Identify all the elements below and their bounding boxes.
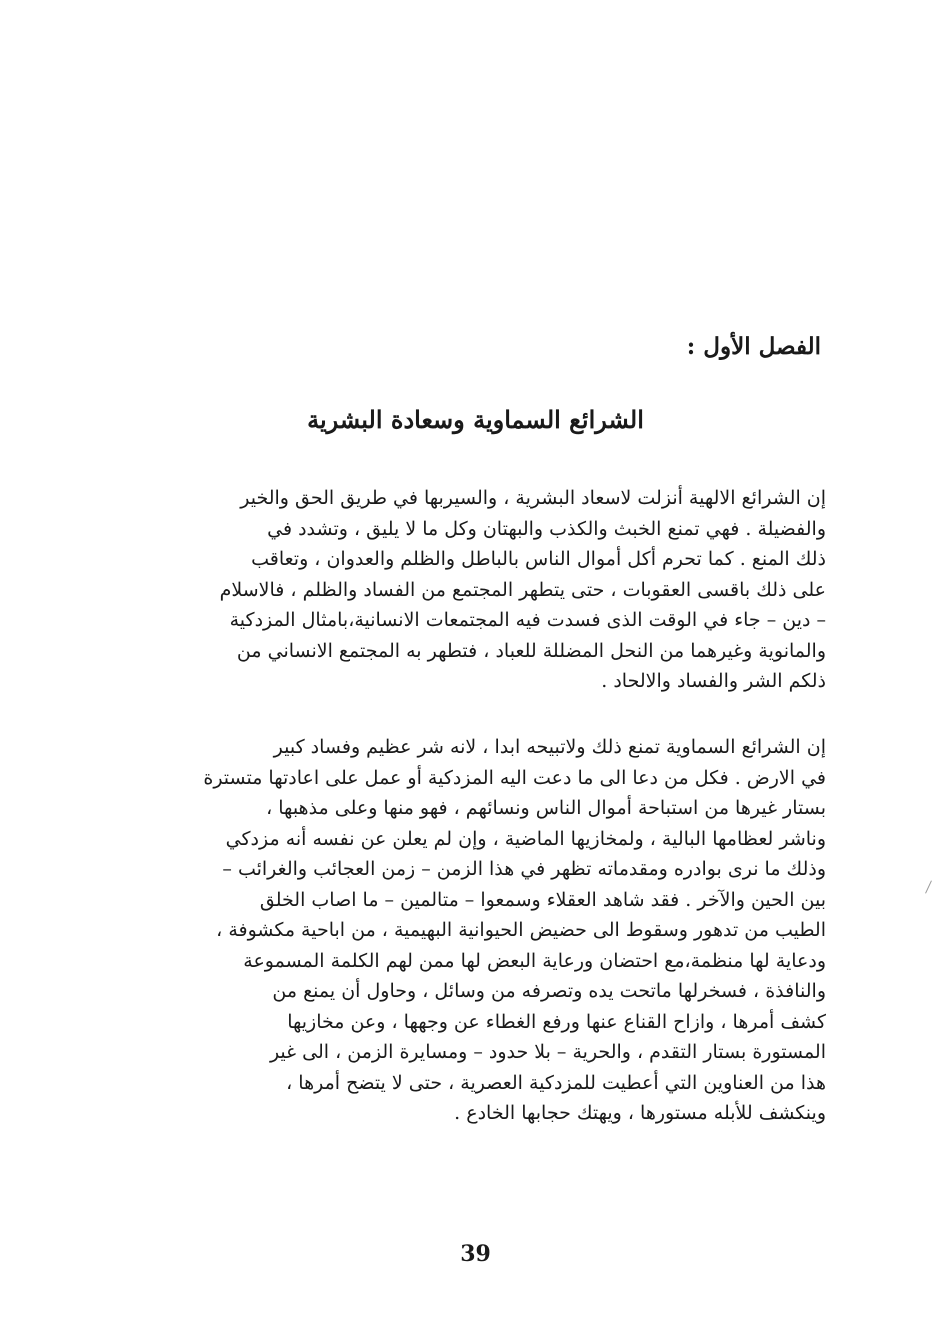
text-line: ذلك المنع . كما تحرم أكل أموال الناس بالباطل والظلم والعدوان ، وتعاقب	[251, 548, 826, 570]
text-line: المستورة بستار التقدم ، والحرية – بلا حدود – ومسايرة الزمن ، الى غير	[269, 1041, 826, 1063]
text-line: ودعاية لها منظمة،مع احتضان ورعاية البعض لها ممن لهم الكلمة المسموعة	[243, 949, 826, 972]
text-line: بين الحين والآخر . فقد شاهد العقلاء وسمعوا – متالمين – ما اصاب الخلق	[259, 888, 826, 911]
section-title: الشرائع السماوية وسعادة البشرية	[307, 405, 644, 434]
margin-pencil-mark	[925, 880, 932, 893]
text-line: وينكشف للأبله مستورها ، ويهتك حجابها الخادع .	[454, 1102, 826, 1124]
text-line: كشف أمرها ، وازاح القناع عنها ورفع الغطاء عن وجهها ، وعن مخازيها	[287, 1010, 826, 1033]
text-line: الطيب من تدهور وسقوط الى حضيض الحيوانية البهيمية ، من اباحية مكشوفة ،	[216, 919, 826, 941]
text-line: – دين – جاء في الوقت الذى فسدت فيه المجتمعات الانسانية،بامثال المزدكية	[229, 609, 826, 631]
text-line: وناشر لعظامها البالية ، ولمخازيها الماضية ، وإن لم يعلن عن نفسه أنه مزدكي	[225, 827, 826, 850]
text-line: في الارض . فكل من دعا الى ما دعت اليه المزدكية أو عمل على اعادتها متسترة	[203, 766, 826, 789]
text-line: بستار غيرها من استباحة أموال الناس ونسائهم ، فهو منها وعلى مذهبها ،	[266, 797, 826, 819]
text-line: على ذلك باقسى العقوبات ، حتى يتطهر المجتمع من الفساد والظلم ، فالاسلام	[219, 578, 826, 601]
text-line: والفضيلة . فهي تمنع الخبث والكذب والبهتان وكل ما لا يليق ، وتشدد في	[267, 517, 826, 540]
text-line: والمانوية وغيرهما من النحل المضللة للعباد ، فتطهر به المجتمع الانساني من	[236, 639, 826, 662]
text-line: هذا من العناوين التي أعطيت للمزدكية العصرية ، حتى لا يتضح أمرها ،	[286, 1071, 826, 1094]
chapter-label: الفصل الأول :	[686, 333, 821, 360]
paragraph-2	[126, 732, 826, 1129]
paragraph-1	[126, 483, 826, 697]
text-line: إن الشرائع الالهية أنزلت لاسعاد البشرية ، والسيربها في طريق الحق والخير	[240, 487, 826, 509]
page-number: 39	[460, 1241, 491, 1267]
text-line: إن الشرائع السماوية تمنع ذلك ولاتبيحه ابدا ، لانه شر عظيم وفساد كبير	[273, 736, 826, 758]
text-line: ذلكم الشر والفساد والالحاد .	[601, 670, 826, 692]
text-line: وذلك ما نرى بوادره ومقدماته تظهر في هذا الزمن – زمن العجائب والغرائب –	[222, 858, 826, 880]
text-line: والنافذة ، فسخرلها ماتحت يده وتصرفه من وسائل ، وحاول أن يمنع من	[272, 980, 826, 1002]
